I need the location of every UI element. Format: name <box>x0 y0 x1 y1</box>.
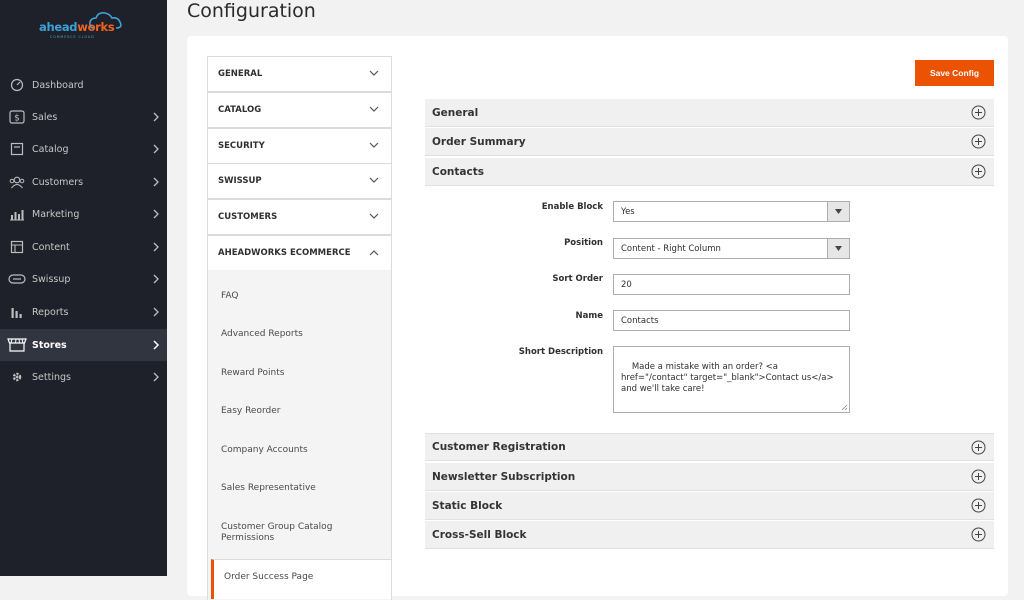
textarea-value: Made a mistake with an order? <a href="/contact" target="_blank">Contact us</a> and we'll take care! <box>621 362 834 394</box>
chevron-down-icon <box>369 142 379 149</box>
expand-plus-icon <box>971 164 986 179</box>
select-value: Content - Right Column <box>621 243 721 254</box>
svg-text:$: $ <box>14 113 20 124</box>
chevron-right-icon <box>151 112 161 122</box>
tab-label: SWISSUP <box>218 176 262 186</box>
chevron-down-icon <box>369 106 379 113</box>
section-title: Static Block <box>432 499 503 512</box>
chevron-right-icon <box>151 274 161 284</box>
marketing-icon <box>9 206 25 222</box>
name-input[interactable]: Contacts <box>613 310 850 331</box>
sort-order-label: Sort Order <box>552 274 603 284</box>
subtab-advanced-reports[interactable]: Advanced Reports <box>221 329 303 339</box>
section-general[interactable] <box>425 99 994 127</box>
resize-grip-icon[interactable] <box>841 404 848 411</box>
position-select[interactable] <box>613 238 850 259</box>
chevron-right-icon <box>151 209 161 219</box>
expand-plus-icon <box>971 440 986 455</box>
tab-label: GENERAL <box>218 69 263 79</box>
chevron-right-icon <box>151 340 161 350</box>
tab-security[interactable] <box>207 128 392 164</box>
tab-aheadworks-ecommerce[interactable] <box>207 235 392 271</box>
section-title: Customer Registration <box>432 441 566 453</box>
enable-block-label: Enable Block <box>541 202 603 212</box>
position-label: Position <box>564 238 603 248</box>
customers-icon <box>9 174 25 190</box>
chevron-down-icon <box>369 213 379 220</box>
subtab-faq[interactable]: FAQ <box>221 291 239 301</box>
expand-plus-icon <box>971 134 986 149</box>
aheadworks-logo[interactable] <box>36 10 131 44</box>
section-title: Order Summary <box>432 135 526 148</box>
sidebar-item-catalog[interactable] <box>0 133 167 165</box>
tab-label: SECURITY <box>218 141 265 151</box>
select-arrow-icon <box>827 202 849 221</box>
sidebar-item-stores[interactable] <box>0 329 167 361</box>
expand-plus-icon <box>971 105 986 120</box>
admin-sidebar <box>0 0 167 576</box>
section-customer-registration[interactable] <box>425 433 994 461</box>
tab-catalog[interactable] <box>207 92 392 128</box>
brand-tagline: COMMERCE CLOUD <box>50 35 95 39</box>
catalog-icon <box>9 141 25 157</box>
subtab-company-accounts[interactable]: Company Accounts <box>221 445 308 455</box>
name-label: Name <box>575 311 603 321</box>
short-description-label: Short Description <box>518 347 603 357</box>
section-title: Contacts <box>432 165 484 178</box>
section-contacts[interactable] <box>425 158 994 186</box>
sidebar-item-label: Content <box>32 241 70 253</box>
sidebar-item-label: Settings <box>32 371 71 383</box>
subtab-reward-points[interactable]: Reward Points <box>221 368 285 378</box>
select-arrow-icon <box>827 239 849 258</box>
chevron-up-icon <box>369 249 379 256</box>
tab-label: CATALOG <box>218 105 262 115</box>
sidebar-item-label: Stores <box>32 339 67 351</box>
page-title: Configuration <box>187 0 316 22</box>
dashboard-icon <box>9 77 25 93</box>
subtab-customer-group-catalog-permissions[interactable]: Customer Group Catalog Permissions <box>221 522 333 543</box>
chevron-right-icon <box>151 144 161 154</box>
expand-plus-icon <box>971 469 986 484</box>
section-newsletter-subscription[interactable] <box>425 463 994 491</box>
section-static-block[interactable] <box>425 492 994 520</box>
expand-plus-icon <box>971 527 986 542</box>
section-cross-sell-block[interactable] <box>425 521 994 549</box>
sidebar-item-label: Marketing <box>32 208 80 220</box>
chevron-down-icon <box>369 70 379 77</box>
brand-wordmark: aheadworks <box>39 20 115 34</box>
subtab-easy-reorder[interactable]: Easy Reorder <box>221 406 281 416</box>
tab-customers[interactable] <box>207 199 392 235</box>
sidebar-item-dashboard[interactable] <box>0 69 167 101</box>
sidebar-item-content[interactable] <box>0 231 167 263</box>
gear-icon <box>9 369 25 385</box>
subtab-order-success-page[interactable]: Order Success Page <box>211 559 391 599</box>
sidebar-item-sales[interactable] <box>0 101 167 133</box>
chevron-right-icon <box>151 372 161 382</box>
section-order-summary[interactable] <box>425 128 994 156</box>
enable-block-select[interactable] <box>613 201 850 222</box>
tab-label: CUSTOMERS <box>218 212 278 222</box>
tab-swissup[interactable] <box>207 163 392 199</box>
section-title: Cross-Sell Block <box>432 528 527 541</box>
sort-order-input[interactable]: 20 <box>613 274 850 295</box>
sidebar-item-label: Catalog <box>32 143 69 155</box>
chevron-right-icon <box>151 242 161 252</box>
sidebar-item-reports[interactable] <box>0 296 167 328</box>
sidebar-item-swissup[interactable] <box>0 263 167 295</box>
swissup-icon <box>9 271 25 287</box>
dollar-icon <box>9 109 25 125</box>
chevron-down-icon <box>369 177 379 184</box>
chevron-right-icon <box>151 307 161 317</box>
short-description-textarea[interactable] <box>613 346 850 413</box>
sidebar-item-label: Dashboard <box>32 79 84 91</box>
save-config-button[interactable]: Save Config <box>915 60 994 86</box>
sidebar-item-label: Reports <box>32 306 69 318</box>
aheadworks-subtabs <box>207 270 392 600</box>
select-value: Yes <box>621 206 635 217</box>
sidebar-item-marketing[interactable] <box>0 198 167 230</box>
stores-icon <box>9 337 25 353</box>
sidebar-item-label: Customers <box>32 176 84 188</box>
content-icon <box>9 239 25 255</box>
sidebar-item-label: Sales <box>32 111 58 123</box>
sidebar-item-customers[interactable] <box>0 166 167 198</box>
expand-plus-icon <box>971 498 986 513</box>
subtab-sales-representative[interactable]: Sales Representative <box>221 483 316 493</box>
tab-label: AHEADWORKS ECOMMERCE <box>218 248 351 258</box>
sidebar-item-settings[interactable] <box>0 361 167 393</box>
section-title: Newsletter Subscription <box>432 470 576 483</box>
sidebar-item-label: Swissup <box>32 273 71 285</box>
section-title: General <box>432 106 479 119</box>
reports-icon <box>9 304 25 320</box>
chevron-right-icon <box>151 177 161 187</box>
config-card <box>187 36 1008 596</box>
tab-general[interactable] <box>207 56 392 92</box>
